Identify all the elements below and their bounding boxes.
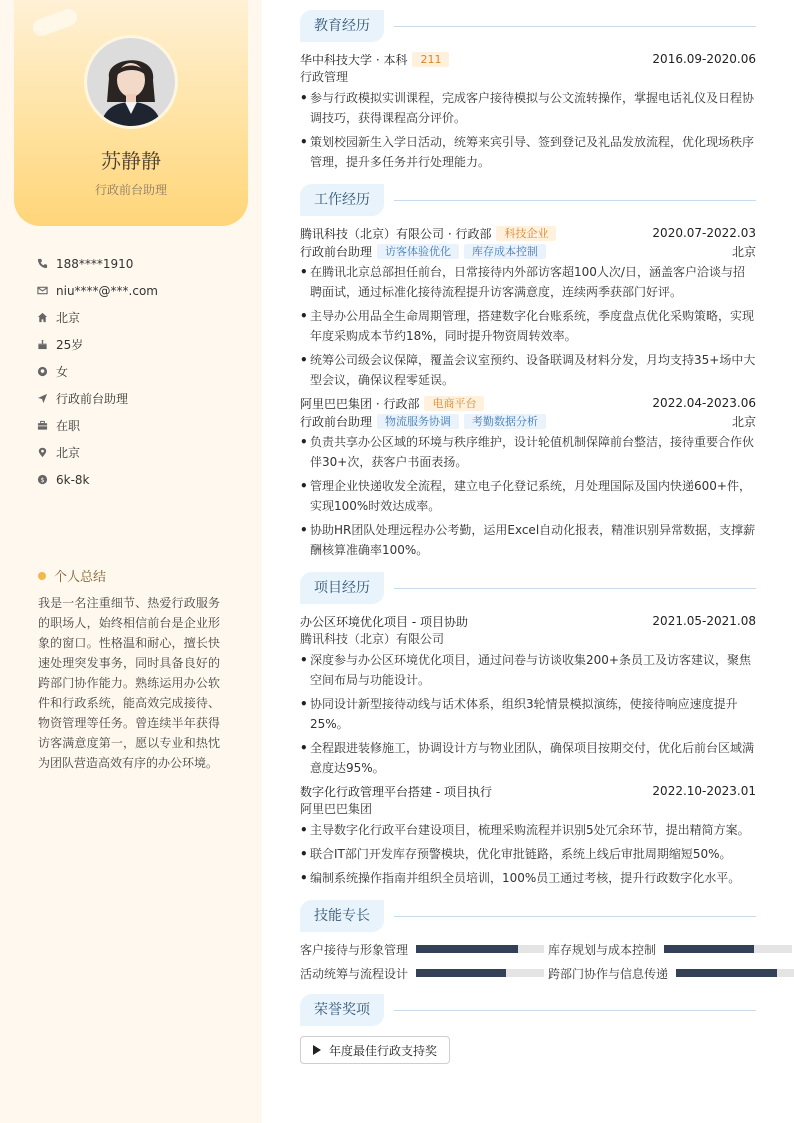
sidebar [0, 0, 262, 1123]
cake-icon [36, 339, 48, 351]
summary-text: 我是一名注重细节、热爱行政服务的职场人，始终相信前台是企业形象的窗口。性格温和耐心，擅长快速处理突发事务，同时具备良好的跨部门协作能力。熟练运用办公软件和行政系统，能高效完成接待、物资管理等任务。曾连续半年获得访客满意度第一，愿以专业和热忱为团队营造高效有序的办公环境。 [38, 596, 220, 770]
contact-text: 行政前台助理 [56, 392, 129, 406]
contact-text: 北京 [56, 446, 81, 460]
projects-section [300, 572, 756, 888]
skill-bar [664, 945, 792, 953]
job-role: 行政前台助理 [300, 414, 373, 429]
job-header-row [300, 394, 756, 412]
contact-age [36, 331, 246, 358]
location-pin-icon [36, 447, 48, 459]
list-item: • 协助HR团队处理远程办公考勤，运用Excel自动化报表，精准识别异常数据，支撑薪酬核算准确率100%。 [300, 520, 756, 560]
summary-title: 个人总结 [54, 570, 107, 585]
education-header-row [300, 50, 756, 68]
award-name: 年度最佳行政支持奖 [329, 1043, 438, 1058]
contact-salary [36, 466, 246, 493]
job-dates: 2022.04-2023.06 [652, 396, 756, 410]
role-tag: 物流服务协调 [377, 414, 459, 429]
list-item: • 在腾讯北京总部担任前台，日常接待内外部访客超100人次/日，涵盖客户洽谈与招聘面试，通过标准化接待流程提升访客满意度，连续两季获部门好评。 [300, 262, 756, 302]
summary-heading [38, 566, 106, 585]
role-tag: 访客体验优化 [377, 244, 459, 259]
contact-phone [36, 250, 246, 277]
project-org: 腾讯科技（北京）有限公司 [300, 632, 445, 646]
skill-bar [676, 969, 794, 977]
profile-name: 苏静静 [101, 149, 161, 173]
section-title: 荣誉奖项 [300, 994, 384, 1026]
section-title: 工作经历 [300, 184, 384, 216]
list-item: • 负责共享办公区域的环境与秩序维护，设计轮值机制保障前台整洁，接待重要合作伙伴30+次，获客户书面表扬。 [300, 432, 756, 472]
contact-text: niu****@***.com [56, 283, 158, 298]
project-bullets [300, 650, 756, 778]
job-bullets [300, 262, 756, 390]
skill-item [300, 964, 548, 982]
list-item: • 参与行政模拟实训课程，完成客户接待模拟与公文流转操作，掌握电话礼仪及日程协调技巧，获得课程高分评价。 [300, 88, 756, 128]
job-entry [300, 394, 756, 560]
section-header [300, 184, 756, 216]
project-header-row [300, 612, 756, 630]
project-header-row [300, 782, 756, 800]
section-header [300, 900, 756, 932]
home-icon [36, 312, 48, 324]
role-tag: 考勤数据分析 [464, 414, 546, 429]
job-city: 北京 [731, 244, 756, 259]
svg-text:$: $ [39, 475, 45, 484]
contact-status [36, 412, 246, 439]
list-item: • 管理企业快递收发全流程，建立电子化登记系统，月处理国际及国内快递600+件，实现100%时效达成率。 [300, 476, 756, 516]
play-triangle-icon [313, 1045, 321, 1055]
section-title: 教育经历 [300, 10, 384, 42]
gender-icon [36, 366, 48, 378]
list-item: • 协同设计新型接待动线与话术体系，组织3轮情景模拟演练，使接待响应速度提升25%。 [300, 694, 756, 734]
major: 行政管理 [300, 70, 349, 84]
main-content [300, 10, 756, 1076]
education-bullets [300, 88, 756, 172]
skill-name: 跨部门协作与信息传递 [548, 966, 669, 981]
section-divider [394, 588, 756, 589]
contact-list [36, 250, 246, 493]
section-header [300, 572, 756, 604]
briefcase-icon [36, 420, 48, 432]
education-dates: 2016.09-2020.06 [652, 52, 756, 66]
company-name: 腾讯科技（北京）有限公司 · 行政部 [300, 226, 492, 241]
contact-text: 在职 [56, 419, 81, 433]
role-tag: 库存成本控制 [464, 244, 546, 259]
project-dates: 2021.05-2021.08 [652, 614, 756, 628]
list-item: • 策划校园新生入学日活动，统筹来宾引导、签到登记及礼品发放流程，优化现场秩序管理，提升多任务并行处理能力。 [300, 132, 756, 172]
skill-bar-fill [416, 969, 506, 977]
skill-item [548, 940, 794, 958]
profile-title: 行政前台助理 [94, 183, 167, 197]
section-header [300, 10, 756, 42]
salary-icon [36, 474, 48, 486]
skill-item [548, 964, 794, 982]
school-tag: 211 [412, 52, 449, 67]
job-role-row [300, 412, 756, 430]
list-item: • 编制系统操作指南并组织全员培训，100%员工通过考核，提升行政数字化水平。 [300, 868, 756, 888]
contact-city [36, 439, 246, 466]
section-divider [394, 916, 756, 917]
skill-name: 库存规划与成本控制 [548, 942, 657, 957]
award-item [300, 1036, 450, 1064]
project-entry [300, 782, 756, 888]
education-section [300, 10, 756, 172]
skill-bar-fill [664, 945, 754, 953]
contact-text: 女 [56, 365, 69, 379]
job-role: 行政前台助理 [300, 244, 373, 259]
school-name: 华中科技大学 · 本科 [300, 52, 408, 67]
contact-home [36, 304, 246, 331]
project-name: 数字化行政管理平台搭建 - 项目执行 [300, 784, 492, 799]
section-title: 技能专长 [300, 900, 384, 932]
job-city: 北京 [731, 414, 756, 429]
contact-text: 北京 [56, 311, 81, 325]
skill-bar-fill [416, 945, 518, 953]
phone-icon [36, 258, 48, 270]
list-item: • 主导数字化行政平台建设项目，梳理采购流程并识别5处冗余环节，提出精简方案。 [300, 820, 756, 840]
section-divider [394, 26, 756, 27]
skill-bar [416, 969, 544, 977]
avatar [84, 35, 178, 129]
project-entry [300, 612, 756, 778]
work-section [300, 184, 756, 560]
job-role-row [300, 242, 756, 260]
contact-email [36, 277, 246, 304]
email-icon [36, 285, 48, 297]
project-bullets [300, 820, 756, 888]
list-item: • 全程跟进装修施工，协调设计方与物业团队，确保项目按期交付，优化后前台区域满意度达95%。 [300, 738, 756, 778]
section-title: 项目经历 [300, 572, 384, 604]
company-name: 阿里巴巴集团 · 行政部 [300, 396, 420, 411]
company-tag: 科技企业 [496, 226, 556, 241]
project-org: 阿里巴巴集团 [300, 802, 373, 816]
section-divider [394, 200, 756, 201]
awards-section [300, 994, 756, 1064]
job-bullets [300, 432, 756, 560]
list-item: • 深度参与办公区环境优化项目，通过问卷与访谈收集200+条员工及访客建议，聚焦空间布局与功能设计。 [300, 650, 756, 690]
job-header-row [300, 224, 756, 242]
job-entry [300, 224, 756, 390]
list-item: • 联合IT部门开发库存预警模块，优化审批链路，系统上线后审批周期缩短50%。 [300, 844, 756, 864]
skill-bar [416, 945, 544, 953]
section-divider [394, 1010, 756, 1011]
project-name: 办公区环境优化项目 - 项目协助 [300, 614, 468, 629]
contact-text: 6k-8k [56, 472, 90, 487]
send-icon [36, 393, 48, 405]
skills-section [300, 900, 756, 982]
contact-text: 188****1910 [56, 256, 134, 271]
section-header [300, 994, 756, 1026]
project-dates: 2022.10-2023.01 [652, 784, 756, 798]
contact-text: 25岁 [56, 338, 84, 352]
contact-position [36, 385, 246, 412]
list-item: • 主导办公用品全生命周期管理，搭建数字化台账系统，季度盘点优化采购策略，实现年度采购成本节约18%，同时提升物资周转效率。 [300, 306, 756, 346]
company-tag: 电商平台 [424, 396, 484, 411]
job-dates: 2020.07-2022.03 [652, 226, 756, 240]
skill-bar-fill [676, 969, 777, 977]
bullet-dot-icon [38, 572, 46, 580]
skills-grid [300, 940, 756, 982]
contact-gender [36, 358, 246, 385]
skill-name: 活动统筹与流程设计 [300, 966, 409, 981]
list-item: • 统筹公司级会议保障，覆盖会议室预约、设备联调及材料分发，月均支持35+场中大型会议，确保议程零延误。 [300, 350, 756, 390]
skill-item [300, 940, 548, 958]
skill-name: 客户接待与形象管理 [300, 942, 409, 957]
